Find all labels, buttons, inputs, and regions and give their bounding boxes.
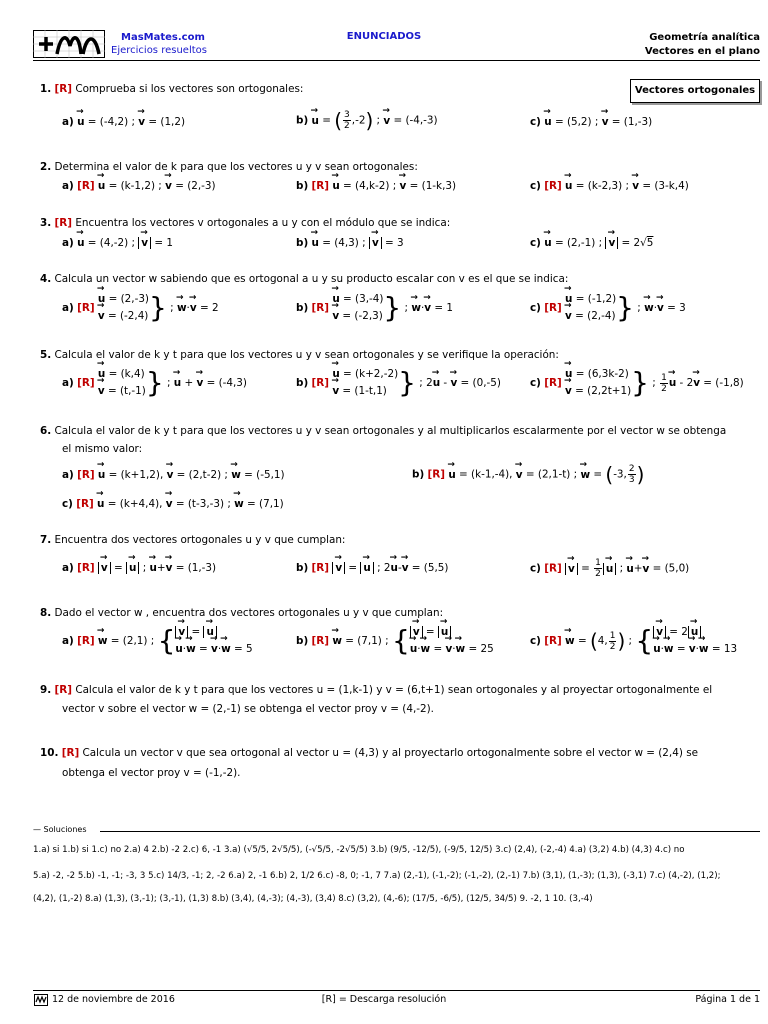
header-topic-1: Geometría analítica bbox=[649, 32, 760, 43]
solutions-line-1: 1.a) si 1.b) si 1.c) no 2.a) 4 2.b) -2 2.c) 6, -1 3.a) (√5/5, 2√5/5), (-√5/5, -2√5/5) 3.b) (9/5, -12/5), (-9/5, 12/5) 3.c) (2,4), (-2,-4) 4.a) (3,2) 4.b) (4,3) 4.c) no bbox=[33, 845, 685, 855]
resolution-link[interactable]: [R] bbox=[77, 180, 95, 192]
problem-text: Calcula el valor de k y t para que los vectores u = (1,k-1) y v = (6,t+1) sean ortogonales y al proyectar ortogonalmente el bbox=[75, 684, 713, 696]
p2-c: c) [R] → u = (k-2,3) ; → v = (3-k,4) bbox=[530, 179, 689, 193]
problem-text: Comprueba si los vectores son ortogonales: bbox=[75, 83, 304, 95]
resolution-link[interactable]: [R] bbox=[427, 468, 445, 481]
resolution-link[interactable]: [R] bbox=[544, 302, 562, 314]
p4-b: b) [R] → u = (3,-4) → v = (-2,3)} ; → w·→ v = 1 bbox=[296, 291, 453, 325]
problem-text: Dado el vector w , encuentra dos vectores ortogonales u y v que cumplan: bbox=[54, 607, 444, 619]
p6-a: a) [R] → u = (k+1,2), → v = (2,t-2) ; → w = (-5,1) bbox=[62, 468, 285, 482]
p1-c: c) → u = (5,2) ; → v = (1,-3) bbox=[530, 115, 652, 129]
problem-4 bbox=[40, 272, 758, 286]
resolution-link[interactable]: [R] bbox=[544, 377, 562, 389]
p8-c: c) [R] → w = (4, $\frac{1}{2}$ ) ; {→ v = 2→ u → u·→ w = → v·→ w = 13 bbox=[530, 624, 737, 658]
p7-b: b) [R] → v = → u ; 2→ u-→ v = (5,5) bbox=[296, 561, 448, 575]
footer-date: 12 de noviembre de 2016 bbox=[52, 994, 175, 1005]
site-name[interactable]: MasMates.com bbox=[121, 32, 205, 43]
footer-page: Página 1 de 1 bbox=[695, 994, 760, 1005]
p8-b: b) [R] → w = (7,1) ; {→ v = → u → u·→ w = → v·→ w = 25 bbox=[296, 624, 494, 658]
resolution-link[interactable]: [R] bbox=[544, 180, 562, 192]
problem-9-cont: vector v sobre el vector w = (2,-1) se obtenga el vector proy v = (4,-2). bbox=[62, 703, 434, 715]
problem-number: 1. bbox=[40, 83, 52, 95]
solutions-rule bbox=[100, 831, 760, 832]
resolution-link[interactable]: [R] bbox=[77, 635, 95, 647]
resolution-link[interactable]: [R] bbox=[311, 302, 329, 314]
p5-b: b) [R] → u = (k+2,-2) → v = (1-t,1) } ; 2→ u - → v = (0,-5) bbox=[296, 366, 501, 400]
solutions-title: — Soluciones bbox=[33, 825, 87, 834]
p3-c: c) → u = (2,-1) ; → v = 2√5 bbox=[530, 236, 653, 250]
problem-text: Encuentra los vectores v ortogonales a u y con el módulo que se indica: bbox=[75, 217, 451, 229]
p1-b: b) → u = ( $\frac{3}{2}$ ,-2) ; → v = (-4,-3) bbox=[296, 110, 438, 131]
resolution-link[interactable]: [R] bbox=[54, 684, 72, 696]
site-subtitle: Ejercicios resueltos bbox=[111, 45, 207, 56]
resolution-link[interactable]: [R] bbox=[544, 562, 562, 575]
p3-a: a) → u = (4,-2) ; → v = 1 bbox=[62, 236, 173, 250]
resolution-link[interactable]: [R] bbox=[61, 747, 80, 759]
p5-c: c) [R] → u = (6,3k-2) → v = (2,2t+1)} ; $\frac{1}{2}$ → u - 2→ v = (-1,8) bbox=[530, 366, 744, 400]
resolution-link[interactable]: [R] bbox=[76, 498, 94, 510]
problem-9 bbox=[40, 683, 758, 697]
resolution-link[interactable]: [R] bbox=[544, 635, 562, 647]
p7-a: a) [R] → v = → u ; → u+→ v = (1,-3) bbox=[62, 561, 216, 575]
problem-number: 5. bbox=[40, 349, 52, 361]
resolution-link[interactable]: [R] bbox=[77, 377, 95, 389]
page-title: ENUNCIADOS bbox=[346, 31, 422, 42]
problem-text: Calcula un vector w sabiendo que es ortogonal a u y su producto escalar con v es el que se indica: bbox=[54, 273, 569, 285]
solutions-line-3: (4,2), (1,-2) 8.a) (1,3), (3,-1); (3,-1), (1,3) 8.b) (3,4), (4,-3); (4,-3), (3,4) 8.c) (3,2), (4,-6); (17/5, -6/5), (12/5, 34/5) 9. -2, 1 10. (3,-4) bbox=[33, 894, 593, 904]
problem-text: Encuentra dos vectores ortogonales u y v que cumplan: bbox=[54, 534, 346, 546]
problem-number: 3. bbox=[40, 217, 52, 229]
problem-text: Calcula el valor de k y t para que los vectores u y v sean ortogonales y al multiplicarlos escalarmente por el vector w se obtenga bbox=[54, 425, 727, 437]
problem-1 bbox=[40, 82, 758, 96]
p5-a: a) [R] → u = (k,4) → v = (t,-1)} ; → u + → v = (-4,3) bbox=[62, 366, 247, 400]
topic-tag: Vectores ortogonales bbox=[630, 79, 760, 103]
problem-6-cont: el mismo valor: bbox=[62, 443, 143, 455]
problem-number: 9. bbox=[40, 684, 52, 696]
problem-number: 8. bbox=[40, 607, 52, 619]
footer-legend: [R] = Descarga resolución bbox=[321, 994, 447, 1005]
problem-number: 2. bbox=[40, 161, 52, 173]
resolution-link[interactable]: [R] bbox=[311, 377, 329, 389]
p8-a: a) [R] → w = (2,1) ; {→ v = → u → u·→ w = → v·→ w = 5 bbox=[62, 624, 253, 658]
header-topic bbox=[645, 31, 760, 59]
problem-8 bbox=[40, 606, 758, 620]
problem-text: Calcula el valor de k y t para que los vectores u y v sean ortogonales y se verifique la operación: bbox=[54, 349, 559, 361]
header-rule bbox=[33, 60, 760, 61]
problem-10 bbox=[40, 746, 758, 760]
resolution-link[interactable]: [R] bbox=[54, 83, 72, 95]
problem-text: Determina el valor de k para que los vectores u y v sean ortogonales: bbox=[54, 161, 418, 173]
problem-10-cont: obtenga el vector proy v = (-1,-2). bbox=[62, 767, 241, 779]
resolution-link[interactable]: [R] bbox=[77, 562, 95, 574]
p4-c: c) [R] → u = (-1,2) → v = (2,-4)} ; → w·→ v = 3 bbox=[530, 291, 686, 325]
problem-number: 7. bbox=[40, 534, 52, 546]
problem-6 bbox=[40, 424, 758, 438]
p2-b: b) [R] → u = (4,k-2) ; → v = (1-k,3) bbox=[296, 179, 456, 193]
p6-c: c) [R] → u = (k+4,4), → v = (t-3,-3) ; → w = (7,1) bbox=[62, 497, 284, 511]
p7-c: c) [R] → v = $\frac{1}{2}$ → u ; → u+→ v = (5,0) bbox=[530, 558, 689, 579]
p3-b: b) → u = (4,3) ; → v = 3 bbox=[296, 236, 404, 250]
p4-a: a) [R] → u = (2,-3) → v = (-2,4)} ; → w·→ v = 2 bbox=[62, 291, 219, 325]
resolution-link[interactable]: [R] bbox=[311, 180, 329, 192]
problem-7 bbox=[40, 533, 758, 547]
problem-5 bbox=[40, 348, 758, 362]
resolution-link[interactable]: [R] bbox=[54, 217, 72, 229]
problem-number: 6. bbox=[40, 425, 52, 437]
resolution-link[interactable]: [R] bbox=[311, 635, 329, 647]
resolution-link[interactable]: [R] bbox=[77, 469, 95, 481]
footer-rule bbox=[33, 990, 760, 991]
p1-a: a) → u = (-4,2) ; → v = (1,2) bbox=[62, 115, 185, 129]
solutions-line-2: 5.a) -2, -2 5.b) -1, -1; -3, 3 5.c) 14/3, -1; 2, -2 6.a) 2, -1 6.b) 2, 1/2 6.c) -8, 0; -1, 7 7.a) (2,-1), (-1,-2); (-1,-2), (2,-1) 7.b) (3,1), (1,-3); (1,3), (-3,1) 7.c) (4,-2), (1,2); bbox=[33, 871, 721, 881]
p6-b: b) [R] → u = (k-1,-4), → v = (2,1-t) ; → w = (-3, $\frac{2}{3}$ ) bbox=[412, 464, 644, 485]
problem-text: Calcula un vector v que sea ortogonal al vector u = (4,3) y al proyectarlo ortogonalmente sobre el vector w = (2,4) se bbox=[82, 747, 698, 759]
header-topic-2: Vectores en el plano bbox=[644, 46, 760, 57]
resolution-link[interactable]: [R] bbox=[77, 302, 95, 314]
resolution-link[interactable]: [R] bbox=[311, 562, 329, 574]
p2-a: a) [R] → u = (k-1,2) ; → v = (2,-3) bbox=[62, 179, 216, 193]
problem-number: 10. bbox=[40, 747, 59, 759]
problem-number: 4. bbox=[40, 273, 52, 285]
